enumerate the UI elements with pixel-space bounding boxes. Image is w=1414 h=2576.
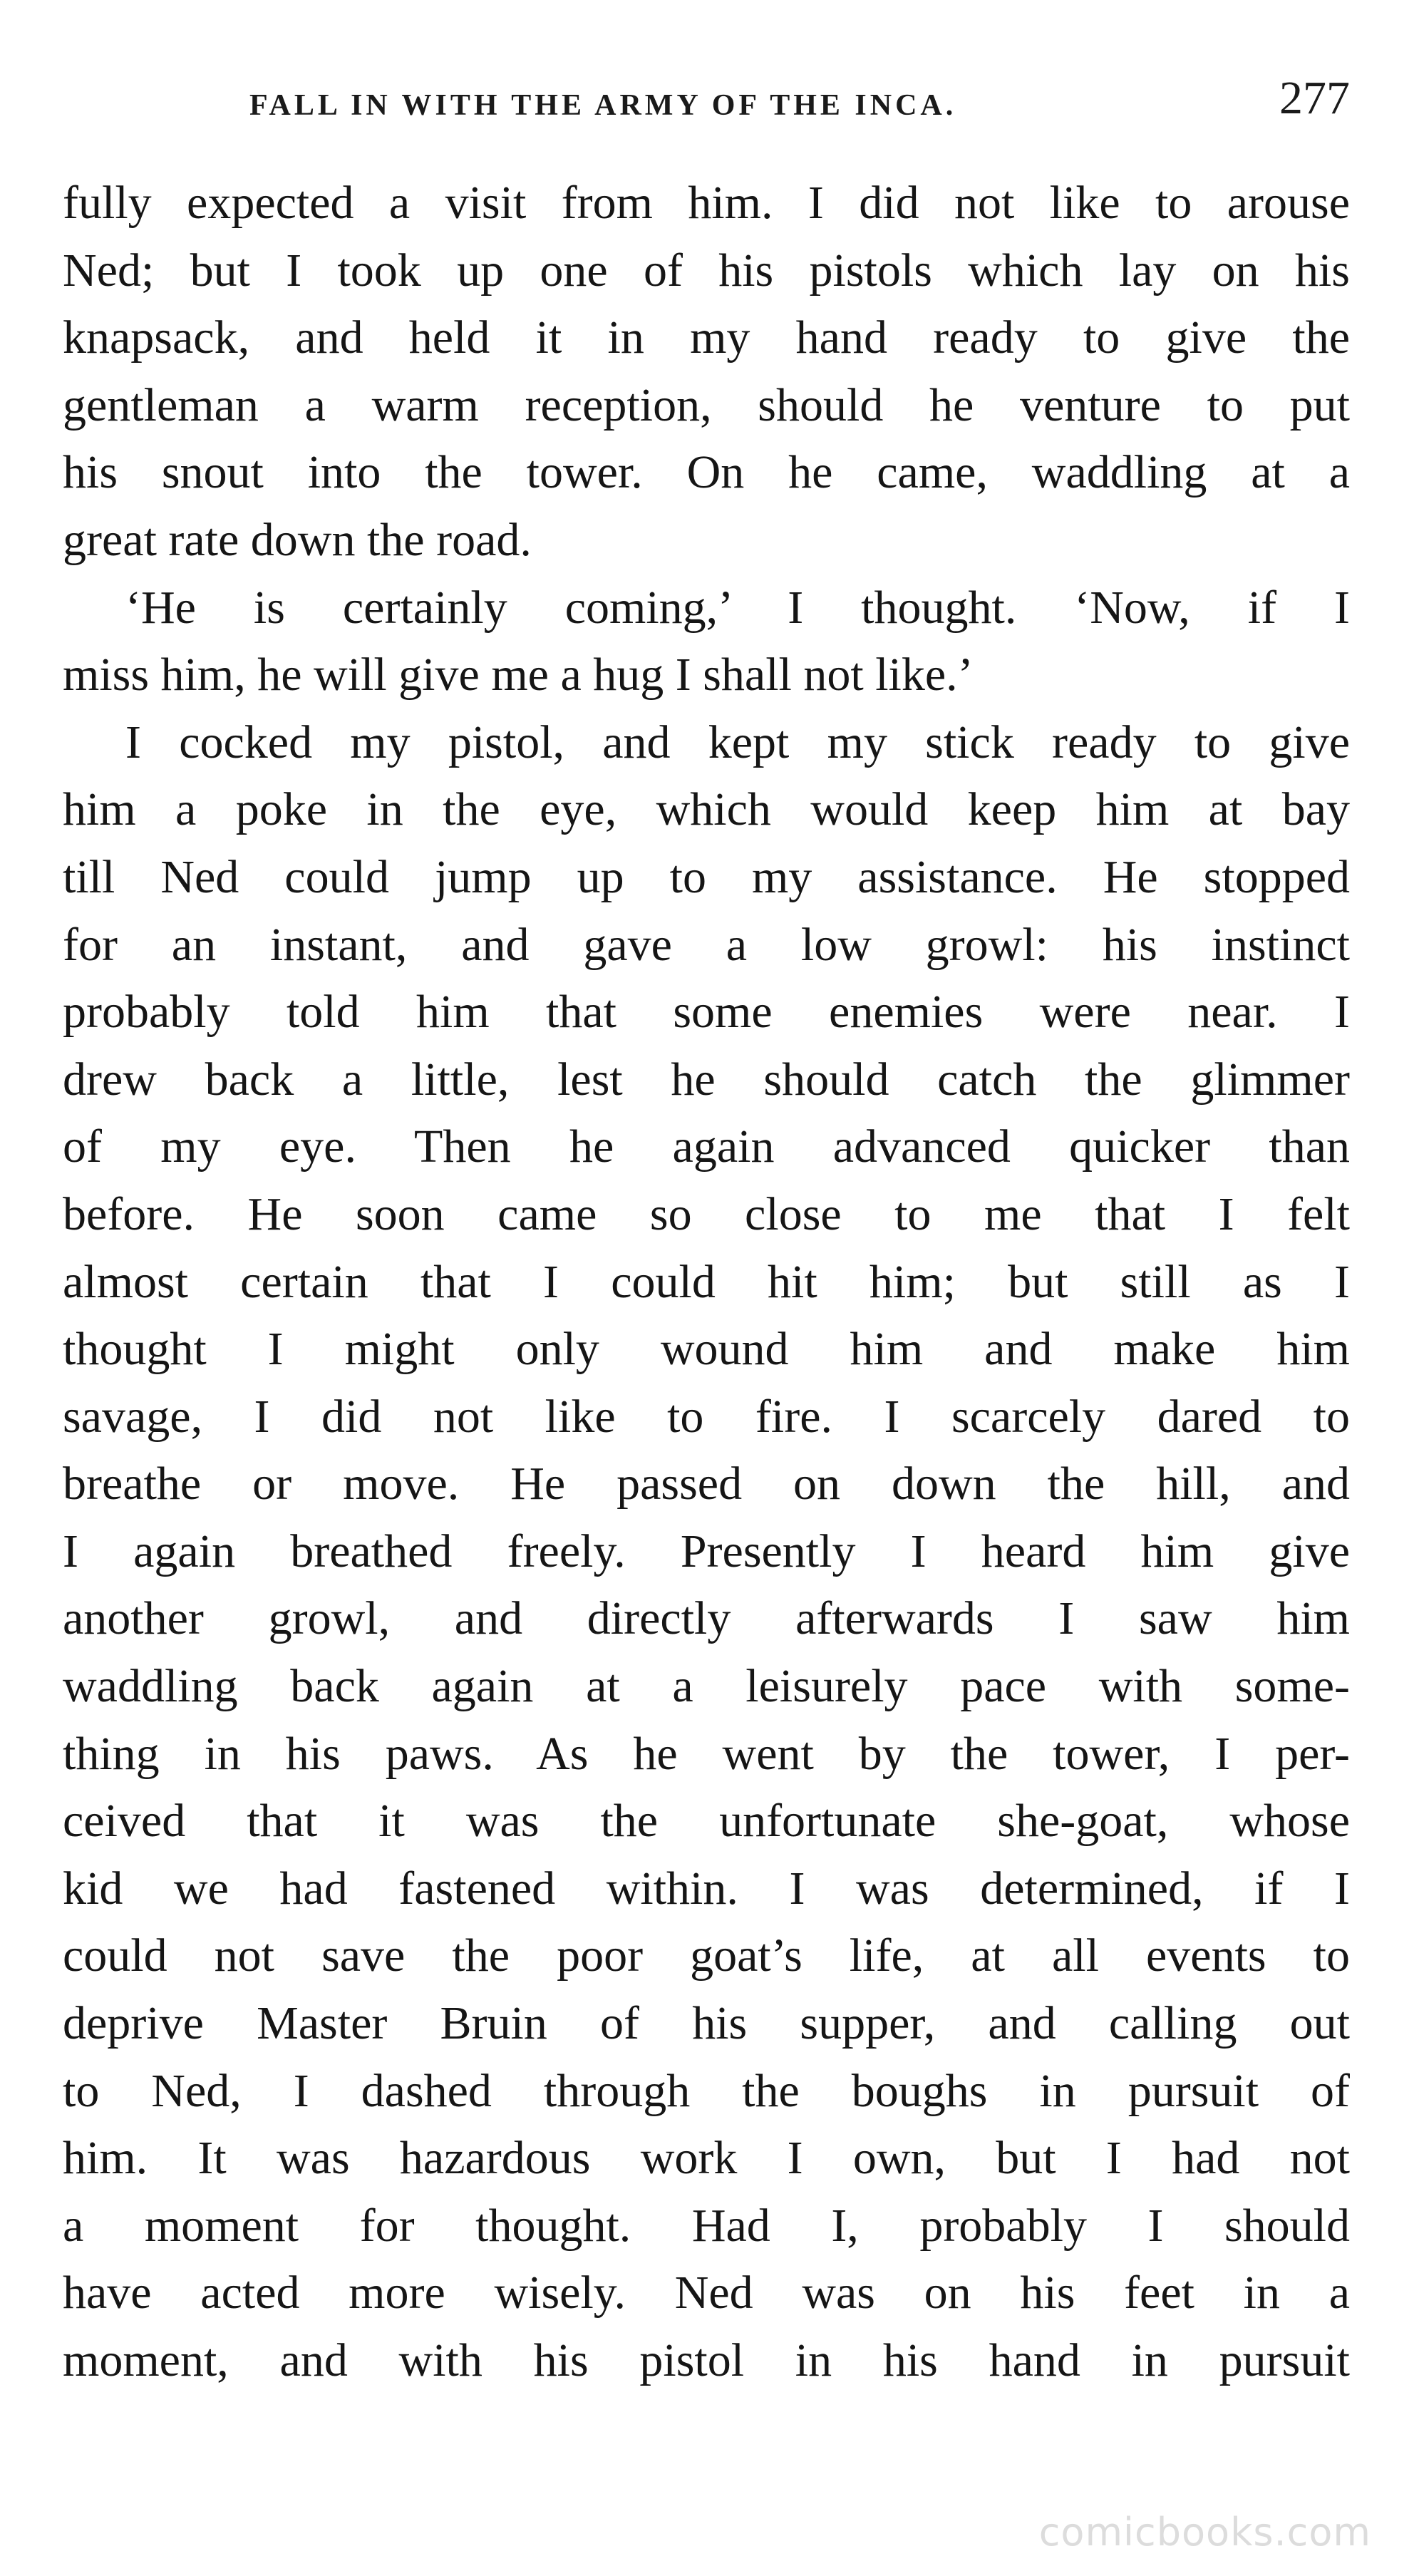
text-line: drew back a little, lest he should catch the glimmer	[63, 1053, 1350, 1106]
text-line: another growl, and directly afterwards I saw him	[63, 1592, 1350, 1645]
text-line: ceived that it was the unfortunate she-goat, whose	[63, 1795, 1350, 1848]
body-text	[63, 170, 1350, 2395]
text-line: savage, I did not like to fire. I scarcely dared to	[63, 1390, 1350, 1443]
text-line: him a poke in the eye, which would keep him at bay	[63, 783, 1350, 836]
watermark: comicbooks.com	[1038, 2510, 1371, 2555]
text-line: knapsack, and held it in my hand ready to give the	[63, 311, 1350, 364]
text-line: before. He soon came so close to me that I felt	[63, 1187, 1350, 1240]
text-line: thing in his paws. As he went by the tower, I per-	[63, 1727, 1350, 1780]
text-line: gentleman a warm reception, should he venture to put	[63, 378, 1350, 431]
text-line: Ned; but I took up one of his pistols which lay on his	[63, 244, 1350, 297]
text-line: moment, and with his pistol in his hand in pursuit	[63, 2334, 1350, 2386]
text-line: him. It was hazardous work I own, but I had not	[63, 2132, 1350, 2185]
chapter-title: FALL IN WITH THE ARMY OF THE INCA.	[249, 89, 957, 122]
text-line: till Ned could jump up to my assistance. He stopped	[63, 850, 1350, 903]
text-line: a moment for thought. Had I, probably I should	[63, 2199, 1350, 2252]
text-line: of my eye. Then he again advanced quicker than	[63, 1120, 1350, 1173]
text-line: breathe or move. He passed on down the hill, and	[63, 1458, 1350, 1510]
page-number: 277	[1279, 72, 1350, 124]
running-header	[63, 68, 1350, 133]
text-line: to Ned, I dashed through the boughs in pursuit of	[63, 2064, 1350, 2117]
text-line: I cocked my pistol, and kept my stick ready to give	[125, 716, 1350, 768]
text-line: fully expected a visit from him. I did not like to arouse	[63, 177, 1350, 229]
text-line: waddling back again at a leisurely pace with some-	[63, 1660, 1350, 1713]
text-line: have acted more wisely. Ned was on his feet in a	[63, 2267, 1350, 2319]
text-line: for an instant, and gave a low growl: his instinct	[63, 918, 1350, 971]
text-line: thought I might only wound him and make him	[63, 1323, 1350, 1376]
text-line: kid we had fastened within. I was determined, if I	[63, 1862, 1350, 1915]
text-line: probably told him that some enemies were near. I	[63, 986, 1350, 1039]
text-line: great rate down the road.	[63, 513, 532, 566]
text-line: I again breathed freely. Presently I heard him give	[63, 1525, 1350, 1577]
text-line: ‘He is certainly coming,’ I thought. ‘Now, if I	[125, 581, 1350, 634]
text-line: deprive Master Bruin of his supper, and calling out	[63, 1997, 1350, 2050]
text-line: almost certain that I could hit him; but still as I	[63, 1255, 1350, 1308]
text-line: his snout into the tower. On he came, waddling at a	[63, 446, 1350, 499]
text-line: miss him, he will give me a hug I shall not like.’	[63, 649, 974, 701]
text-line: could not save the poor goat’s life, at all events to	[63, 1930, 1350, 1982]
